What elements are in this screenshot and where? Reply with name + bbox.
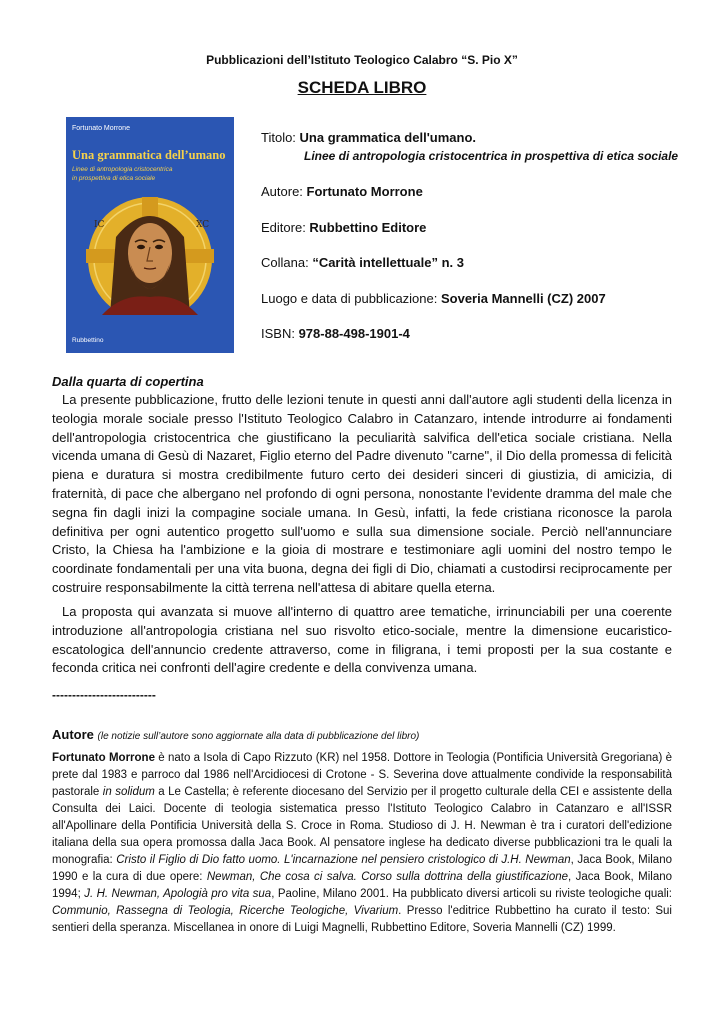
autore-label: Autore: <box>261 184 307 199</box>
author-bio <box>52 750 672 937</box>
bio-text-run: Cristo il Figlio di Dio fatto uomo. L'incarnazione nel pensiero cristologico di J.H. Newman <box>116 854 571 866</box>
quarta-title: Dalla quarta di copertina <box>52 374 204 389</box>
cover-subtitle-line: Linee di antropologia cristocentrica <box>72 166 173 173</box>
quarta-paragraph-2: La proposta qui avanzata si muove all'interno di quattro aree tematiche, irrinunciabili per una coerente introduzione all'antropologia cristiana nel suo risvolto etico-sociale, mentre la dimensione eucaristico-escatologica dell'annuncio credente attraverso, come in filigrana, i temi proposti per la sua costante e feconda critica nei confronti dell'agire credente e della convivenza umana. <box>52 604 672 676</box>
autore-section-label: Autore <box>52 727 94 742</box>
bio-text-run: a Le Castella; è referente diocesano del Servizio per il progetto culturale della CEI e assistente della Consulta dei Laici. Docente di teologia sistematica presso l'Istituto Teologico Calabro in Catanzaro e all'ISSR all'Apollinare della Pontificia Università della S. Croce in Roma. Studioso di J. H. Newman è tra i curatori dell'edizione italiana della sua opera promossa dalla Jaca Book. Al pensatore inglese ha dedicato diverse pubblicazioni tra le quali la monografia: <box>52 786 672 866</box>
bio-text-run: , Jaca Book, Milano 1990 e la cura di due opere: <box>52 854 672 883</box>
autore-value: Fortunato Morrone <box>306 184 423 199</box>
bio-text-run: Newman, Che cosa ci salva. Corso sulla dottrina della giustificazione <box>206 871 569 883</box>
cover-publisher: Rubbettino <box>72 337 104 344</box>
book-cover <box>66 117 234 353</box>
info-isbn <box>261 326 410 341</box>
autore-note: (le notizie sull’autore sono aggiornate alla data di pubblicazione del libro) <box>97 731 420 742</box>
bio-text-run: J. H. Newman, Apologià pro vita sua <box>84 888 272 900</box>
cover-author: Fortunato Morrone <box>72 125 130 132</box>
book-subtitle: Linee di antropologia cristocentrica in prospettiva di etica sociale <box>304 149 679 163</box>
autore-heading <box>52 727 419 742</box>
doc-title: SCHEDA LIBRO <box>297 78 427 97</box>
bio-text-run: in solidum <box>102 786 155 798</box>
quarta-paragraph-1: La presente pubblicazione, frutto delle lezioni tenute in questi anni dall'autore agli studenti della licenza in teologia morale sociale presso l'Istituto Teologico Calabro in Catanzaro, intende introdurre ai fondamenti dell'antropologia cristocentrica che giustificano la peculiarità salvifica dell'etica sociale cristiana. Nella vicenda umana di Gesù di Nazaret, Figlio eterno del Padre divenuto "carne", il Dio della promessa di felicità piena e duratura si mostra credibilmente futuro certo dei desideri sinceri di giustizia, di amicizia, di fraternità, di pace che albergano nel profondo di ogni persona, nonostante l'evidente dramma del male che segna fin dagli inizi la compagine sociale umana. In Gesù, infatti, la fede cristiana riconosce la parola definitiva per ogni autentico progetto sull'uomo e sulla sua dimensione sociale. Perciò nell'annunciare Cristo, la Chiesa ha l'ambizione e la gioia di mostrare e testimoniare agli uomini del nostro tempo le coordinate fondamentali per una vita buona, degna dei figli di Dio, chiamati a custodirsi reciprocamente per costruire responsabilmente la città terrena nell'attesa di abitare quella eterna. <box>52 392 672 595</box>
bio-text-run: Communio, Rassegna di Teologia, Ricerche Teologiche, Vivarium <box>52 905 399 917</box>
info-collana <box>261 255 464 270</box>
luogo-label: Luogo e data di pubblicazione: <box>261 291 441 306</box>
collana-label: Collana: <box>261 255 313 270</box>
luogo-value: Soveria Mannelli (CZ) 2007 <box>440 291 606 306</box>
editore-label: Editore: <box>261 220 310 235</box>
bio-text-run: , Jaca Book, Milano 1994; <box>52 871 673 900</box>
separator: -------------------------- <box>52 688 156 702</box>
info-titolo <box>261 130 476 145</box>
bio-text-run: . Presso l'editrice Rubbettino ha curato il testo: Sui sentieri della speranza. Miscellanea in onore di Luigi Magnelli, Rubbettino Editore, Soveria Mannelli (CZ) 1999. <box>52 905 672 934</box>
cover-subtitle <box>72 166 228 183</box>
editore-value: Rubbettino Editore <box>309 220 427 235</box>
info-luogo <box>261 291 606 306</box>
isbn-value: 978-88-498-1901-4 <box>298 326 410 341</box>
bio-text-run: , Paoline, Milano 2001. Ha pubblicato diversi articoli su riviste teologiche quali: <box>271 888 673 900</box>
titolo-value: Una grammatica dell'umano. <box>299 130 477 145</box>
isbn-label: ISBN: <box>261 326 299 341</box>
info-editore <box>261 220 426 235</box>
svg-text:IC: IC <box>94 220 105 230</box>
bio-text-run: Fortunato Morrone <box>52 752 155 764</box>
cover-title: Una grammatica dell’umano <box>72 148 226 162</box>
svg-text:XC: XC <box>196 220 210 230</box>
titolo-label: Titolo: <box>261 130 300 145</box>
christ-pantocrator-icon <box>72 197 228 315</box>
info-autore <box>261 184 423 199</box>
collana-value: “Carità intellettuale” n. 3 <box>312 255 465 270</box>
cover-subtitle-line: in prospettiva di etica sociale <box>72 174 156 182</box>
bio-text-run: è nato a Isola di Capo Rizzuto (KR) nel 1958. Dottore in Teologia (Pontificia Università Gregoriana) è prete dal 1983 e parroco dal 1986 nell'Arcidiocesi di Crotone - S. Severina dove attualmente condivide la responsabilità pastorale <box>52 752 672 798</box>
publication-header: Pubblicazioni dell’Istituto Teologico Calabro “S. Pio X” <box>206 53 518 67</box>
